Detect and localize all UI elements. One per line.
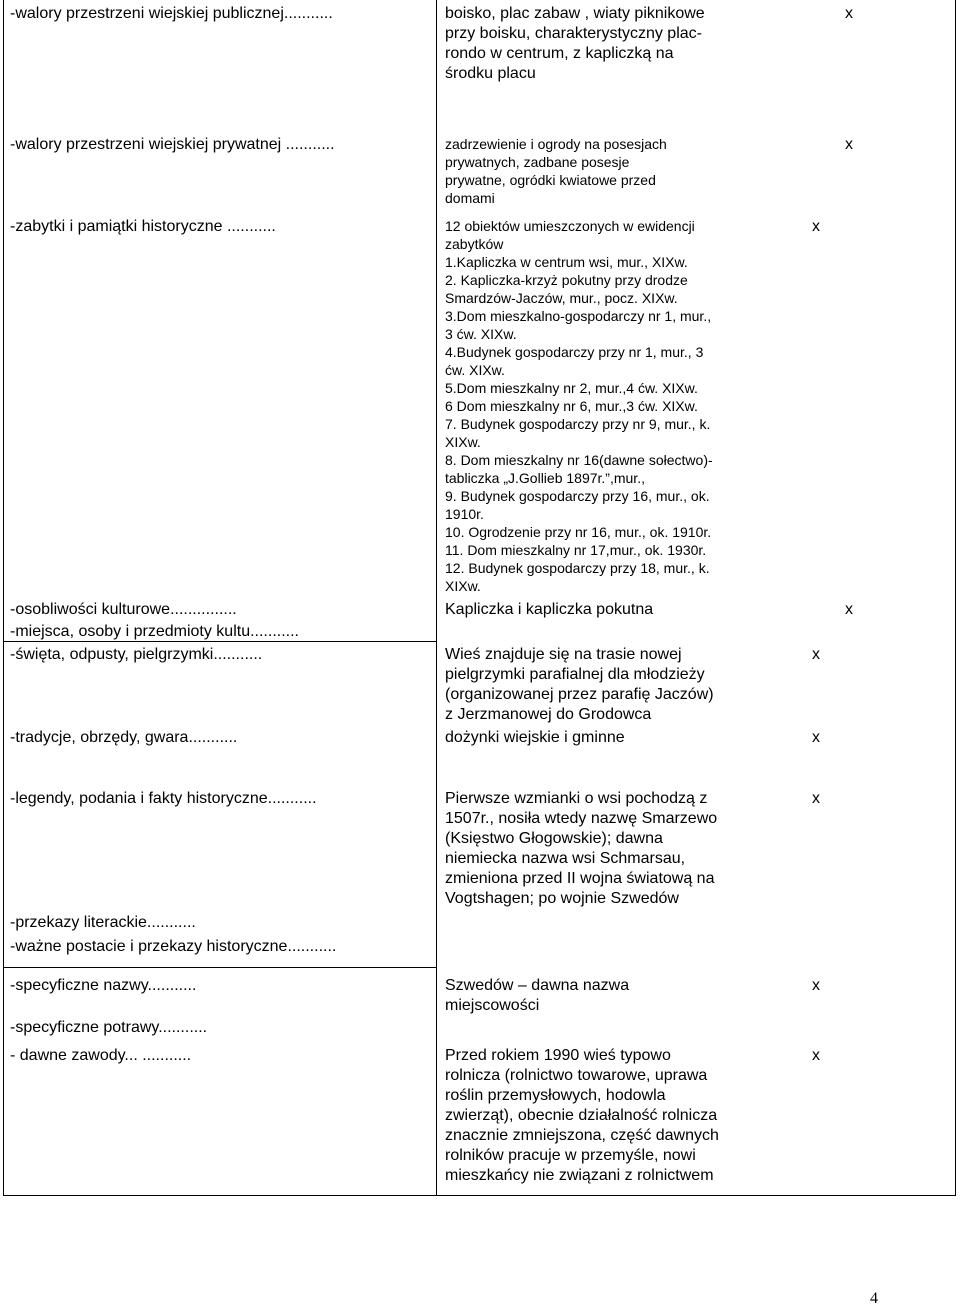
row-description bbox=[445, 1046, 765, 1186]
description-line: 1507r., nosiła wtedy nazwę Smarzewo bbox=[445, 810, 718, 827]
row-label: -specyficzne nazwy........... bbox=[10, 977, 197, 994]
row-description bbox=[445, 600, 765, 620]
description-line: prywatne, ogródki kwiatowe przed bbox=[445, 172, 656, 188]
description-line: 10. Ogrodzenie przy nr 16, mur., ok. 1910r. bbox=[445, 524, 712, 540]
row-label: -święta, odpusty, pielgrzymki........... bbox=[10, 646, 263, 663]
description-line: 9. Budynek gospodarczy przy 16, mur., ok. bbox=[445, 488, 710, 504]
description-line: 3.Dom mieszkalno-gospodarczy nr 1, mur., bbox=[445, 308, 712, 324]
description-line: zadrzewienie i ogrody na posesjach bbox=[445, 136, 667, 152]
description-line: prywatnych, zadbane posesje bbox=[445, 154, 630, 170]
row-label: - dawne zawody... ........... bbox=[10, 1047, 192, 1064]
description-line: (Księstwo Głogowskie); dawna bbox=[445, 830, 663, 847]
table-left-border bbox=[3, 0, 4, 1196]
description-line: mieszkańcy nie związani z rolnictwem bbox=[445, 1167, 714, 1184]
description-line: ćw. XIXw. bbox=[445, 362, 505, 378]
table-bottom-border bbox=[3, 1195, 956, 1196]
description-line: 1910r. bbox=[445, 506, 484, 522]
description-line: 6 Dom mieszkalny nr 6, mur.,3 ćw. XIXw. bbox=[445, 398, 698, 414]
row-mark: x bbox=[845, 136, 853, 153]
row-mark: x bbox=[812, 218, 820, 235]
row-mark: x bbox=[812, 729, 820, 746]
row-divider bbox=[3, 641, 436, 642]
table-right-border bbox=[955, 0, 956, 1196]
row-mark: x bbox=[845, 601, 853, 618]
row-description bbox=[445, 789, 765, 909]
description-line: domami bbox=[445, 190, 495, 206]
description-line: Kapliczka i kapliczka pokutna bbox=[445, 601, 654, 618]
row-divider bbox=[3, 967, 436, 968]
row-description bbox=[445, 976, 765, 1016]
row-mark: x bbox=[845, 5, 853, 22]
row-label: -walory przestrzeni wiejskiej prywatnej ........... bbox=[10, 136, 335, 153]
row-mark: x bbox=[812, 790, 820, 807]
row-mark: x bbox=[812, 1047, 820, 1064]
page-number: 4 bbox=[870, 1290, 878, 1307]
row-label: -specyficzne potrawy........... bbox=[10, 1019, 208, 1036]
description-line: XIXw. bbox=[445, 434, 481, 450]
row-description bbox=[445, 728, 765, 748]
row-label: -tradycje, obrzędy, gwara........... bbox=[10, 729, 238, 746]
row-label: -osobliwości kulturowe............... bbox=[10, 601, 237, 618]
description-line: XIXw. bbox=[445, 578, 481, 594]
description-line: 12 obiektów umieszczonych w ewidencji bbox=[445, 218, 695, 234]
description-line: Pierwsze wzmianki o wsi pochodzą z bbox=[445, 790, 708, 807]
row-description bbox=[445, 217, 765, 595]
description-line: boisko, plac zabaw , wiaty piknikowe bbox=[445, 5, 705, 22]
description-line: Vogtshagen; po wojnie Szwedów bbox=[445, 890, 679, 907]
description-line: Smardzów-Jaczów, mur., pocz. XIXw. bbox=[445, 290, 678, 306]
description-line: roślin przemysłowych, hodowla bbox=[445, 1087, 666, 1104]
description-line: rolnicza (rolnictwo towarowe, uprawa bbox=[445, 1067, 708, 1084]
description-line: znacznie zmniejszona, część dawnych bbox=[445, 1127, 719, 1144]
description-line: Wieś znajduje się na trasie nowej bbox=[445, 646, 682, 663]
description-line: z Jerzmanowej do Grodowca bbox=[445, 706, 652, 723]
row-mark: x bbox=[812, 977, 820, 994]
row-label: -ważne postacie i przekazy historyczne........... bbox=[10, 938, 337, 955]
row-label: -zabytki i pamiątki historyczne ........... bbox=[10, 218, 276, 235]
description-line: przy boisku, charakterystyczny plac- bbox=[445, 25, 702, 42]
description-line: rondo w centrum, z kapliczką na bbox=[445, 45, 674, 62]
row-label: -legendy, podania i fakty historyczne........... bbox=[10, 790, 317, 807]
description-line: zwierząt), obecnie działalność rolnicza bbox=[445, 1107, 718, 1124]
description-line: 11. Dom mieszkalny nr 17,mur., ok. 1930r. bbox=[445, 542, 707, 558]
description-line: 8. Dom mieszkalny nr 16(dawne sołectwo)- bbox=[445, 452, 713, 468]
description-line: zmieniona przed II wojna światową na bbox=[445, 870, 715, 887]
description-line: tabliczka „J.Gollieb 1897r.”,mur., bbox=[445, 470, 645, 486]
description-line: Przed rokiem 1990 wieś typowo bbox=[445, 1047, 671, 1064]
description-line: dożynki wiejskie i gminne bbox=[445, 729, 625, 746]
row-label: -przekazy literackie........... bbox=[10, 914, 196, 931]
description-line: zabytków bbox=[445, 236, 504, 252]
description-line: 3 ćw. XIXw. bbox=[445, 326, 517, 342]
description-line: środku placu bbox=[445, 65, 536, 82]
description-line: 1.Kapliczka w centrum wsi, mur., XIXw. bbox=[445, 254, 688, 270]
description-line: 4.Budynek gospodarczy przy nr 1, mur., 3 bbox=[445, 344, 704, 360]
row-label: -walory przestrzeni wiejskiej publicznej........... bbox=[10, 5, 333, 22]
description-line: 12. Budynek gospodarczy przy 18, mur., k. bbox=[445, 560, 710, 576]
description-line: pielgrzymki parafialnej dla młodzieży bbox=[445, 666, 705, 683]
row-description bbox=[445, 4, 765, 84]
row-label: -miejsca, osoby i przedmioty kultu........... bbox=[10, 623, 299, 640]
row-description bbox=[445, 135, 765, 207]
description-line: (organizowanej przez parafię Jaczów) bbox=[445, 686, 714, 703]
description-line: 5.Dom mieszkalny nr 2, mur.,4 ćw. XIXw. bbox=[445, 380, 698, 396]
description-line: 2. Kapliczka-krzyż pokutny przy drodze bbox=[445, 272, 688, 288]
description-line: 7. Budynek gospodarczy przy nr 9, mur., k. bbox=[445, 416, 711, 432]
row-mark: x bbox=[812, 646, 820, 663]
row-description bbox=[445, 645, 765, 725]
description-line: niemiecka nazwa wsi Schmarsau, bbox=[445, 850, 686, 867]
table-column-divider bbox=[436, 0, 437, 1196]
description-line: rolników pracuje w przemyśle, nowi bbox=[445, 1147, 696, 1164]
description-line: miejscowości bbox=[445, 997, 540, 1014]
description-line: Szwedów – dawna nazwa bbox=[445, 977, 630, 994]
